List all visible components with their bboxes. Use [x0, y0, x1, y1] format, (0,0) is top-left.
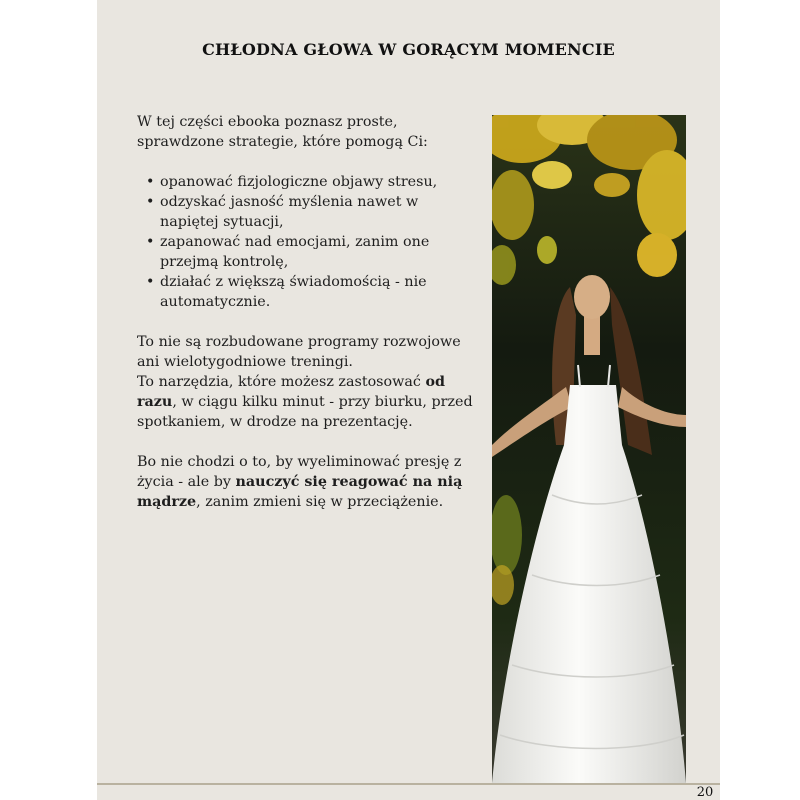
list-item-text: działać z większą świadomością - nie [160, 274, 427, 290]
list-item [146, 272, 492, 312]
paragraph-line: ani wielotygodniowe treningi. [137, 354, 353, 370]
strategy-list [137, 172, 492, 312]
list-item [146, 172, 492, 192]
list-item [146, 232, 492, 272]
paragraph-tools [137, 332, 492, 432]
list-item-text: automatycznie. [160, 294, 271, 310]
list-item-text: zapanować nad emocjami, zanim one [160, 234, 430, 250]
woman-in-white-dress-photo [492, 115, 686, 783]
paragraph-line: spotkaniem, w drodze na prezentację. [137, 414, 413, 430]
emphasis-text: mądrze [137, 494, 197, 510]
emphasis-text: nauczyć się reagować na nią [235, 474, 463, 490]
paragraph-line: , w ciągu kilku minut - przy biurku, przed [172, 394, 473, 410]
list-item-text: przejmą kontrolę, [160, 254, 289, 270]
body-text [137, 112, 492, 512]
list-item-text: napiętej sytuacji, [160, 214, 284, 230]
paragraph-line: Bo nie chodzi o to, by wyeliminować presję z [137, 454, 462, 470]
emphasis-text: od [425, 374, 445, 390]
footer-divider [97, 783, 720, 785]
list-item [146, 192, 492, 232]
page-title: CHŁODNA GŁOWA W GORĄCYM MOMENCIE [202, 40, 615, 59]
paragraph-line: To nie są rozbudowane programy rozwojowe [137, 334, 461, 350]
ebook-page [97, 0, 720, 800]
page-number: 20 [696, 785, 714, 800]
paragraph-line: życia - ale by [137, 474, 236, 490]
paragraph-pressure [137, 452, 492, 512]
paragraph-line: , zanim zmieni się w przeciążenie. [196, 494, 444, 510]
list-item-text: odzyskać jasność myślenia nawet w [160, 194, 419, 210]
emphasis-text: razu [137, 394, 173, 410]
intro-line-1: W tej części ebooka poznasz proste, [137, 114, 398, 130]
list-item-text: opanować fizjologiczne objawy stresu, [160, 174, 438, 190]
intro-paragraph [137, 112, 492, 152]
intro-line-2: sprawdzone strategie, które pomogą Ci: [137, 134, 428, 150]
paragraph-line: To narzędzia, które możesz zastosować [137, 374, 426, 390]
